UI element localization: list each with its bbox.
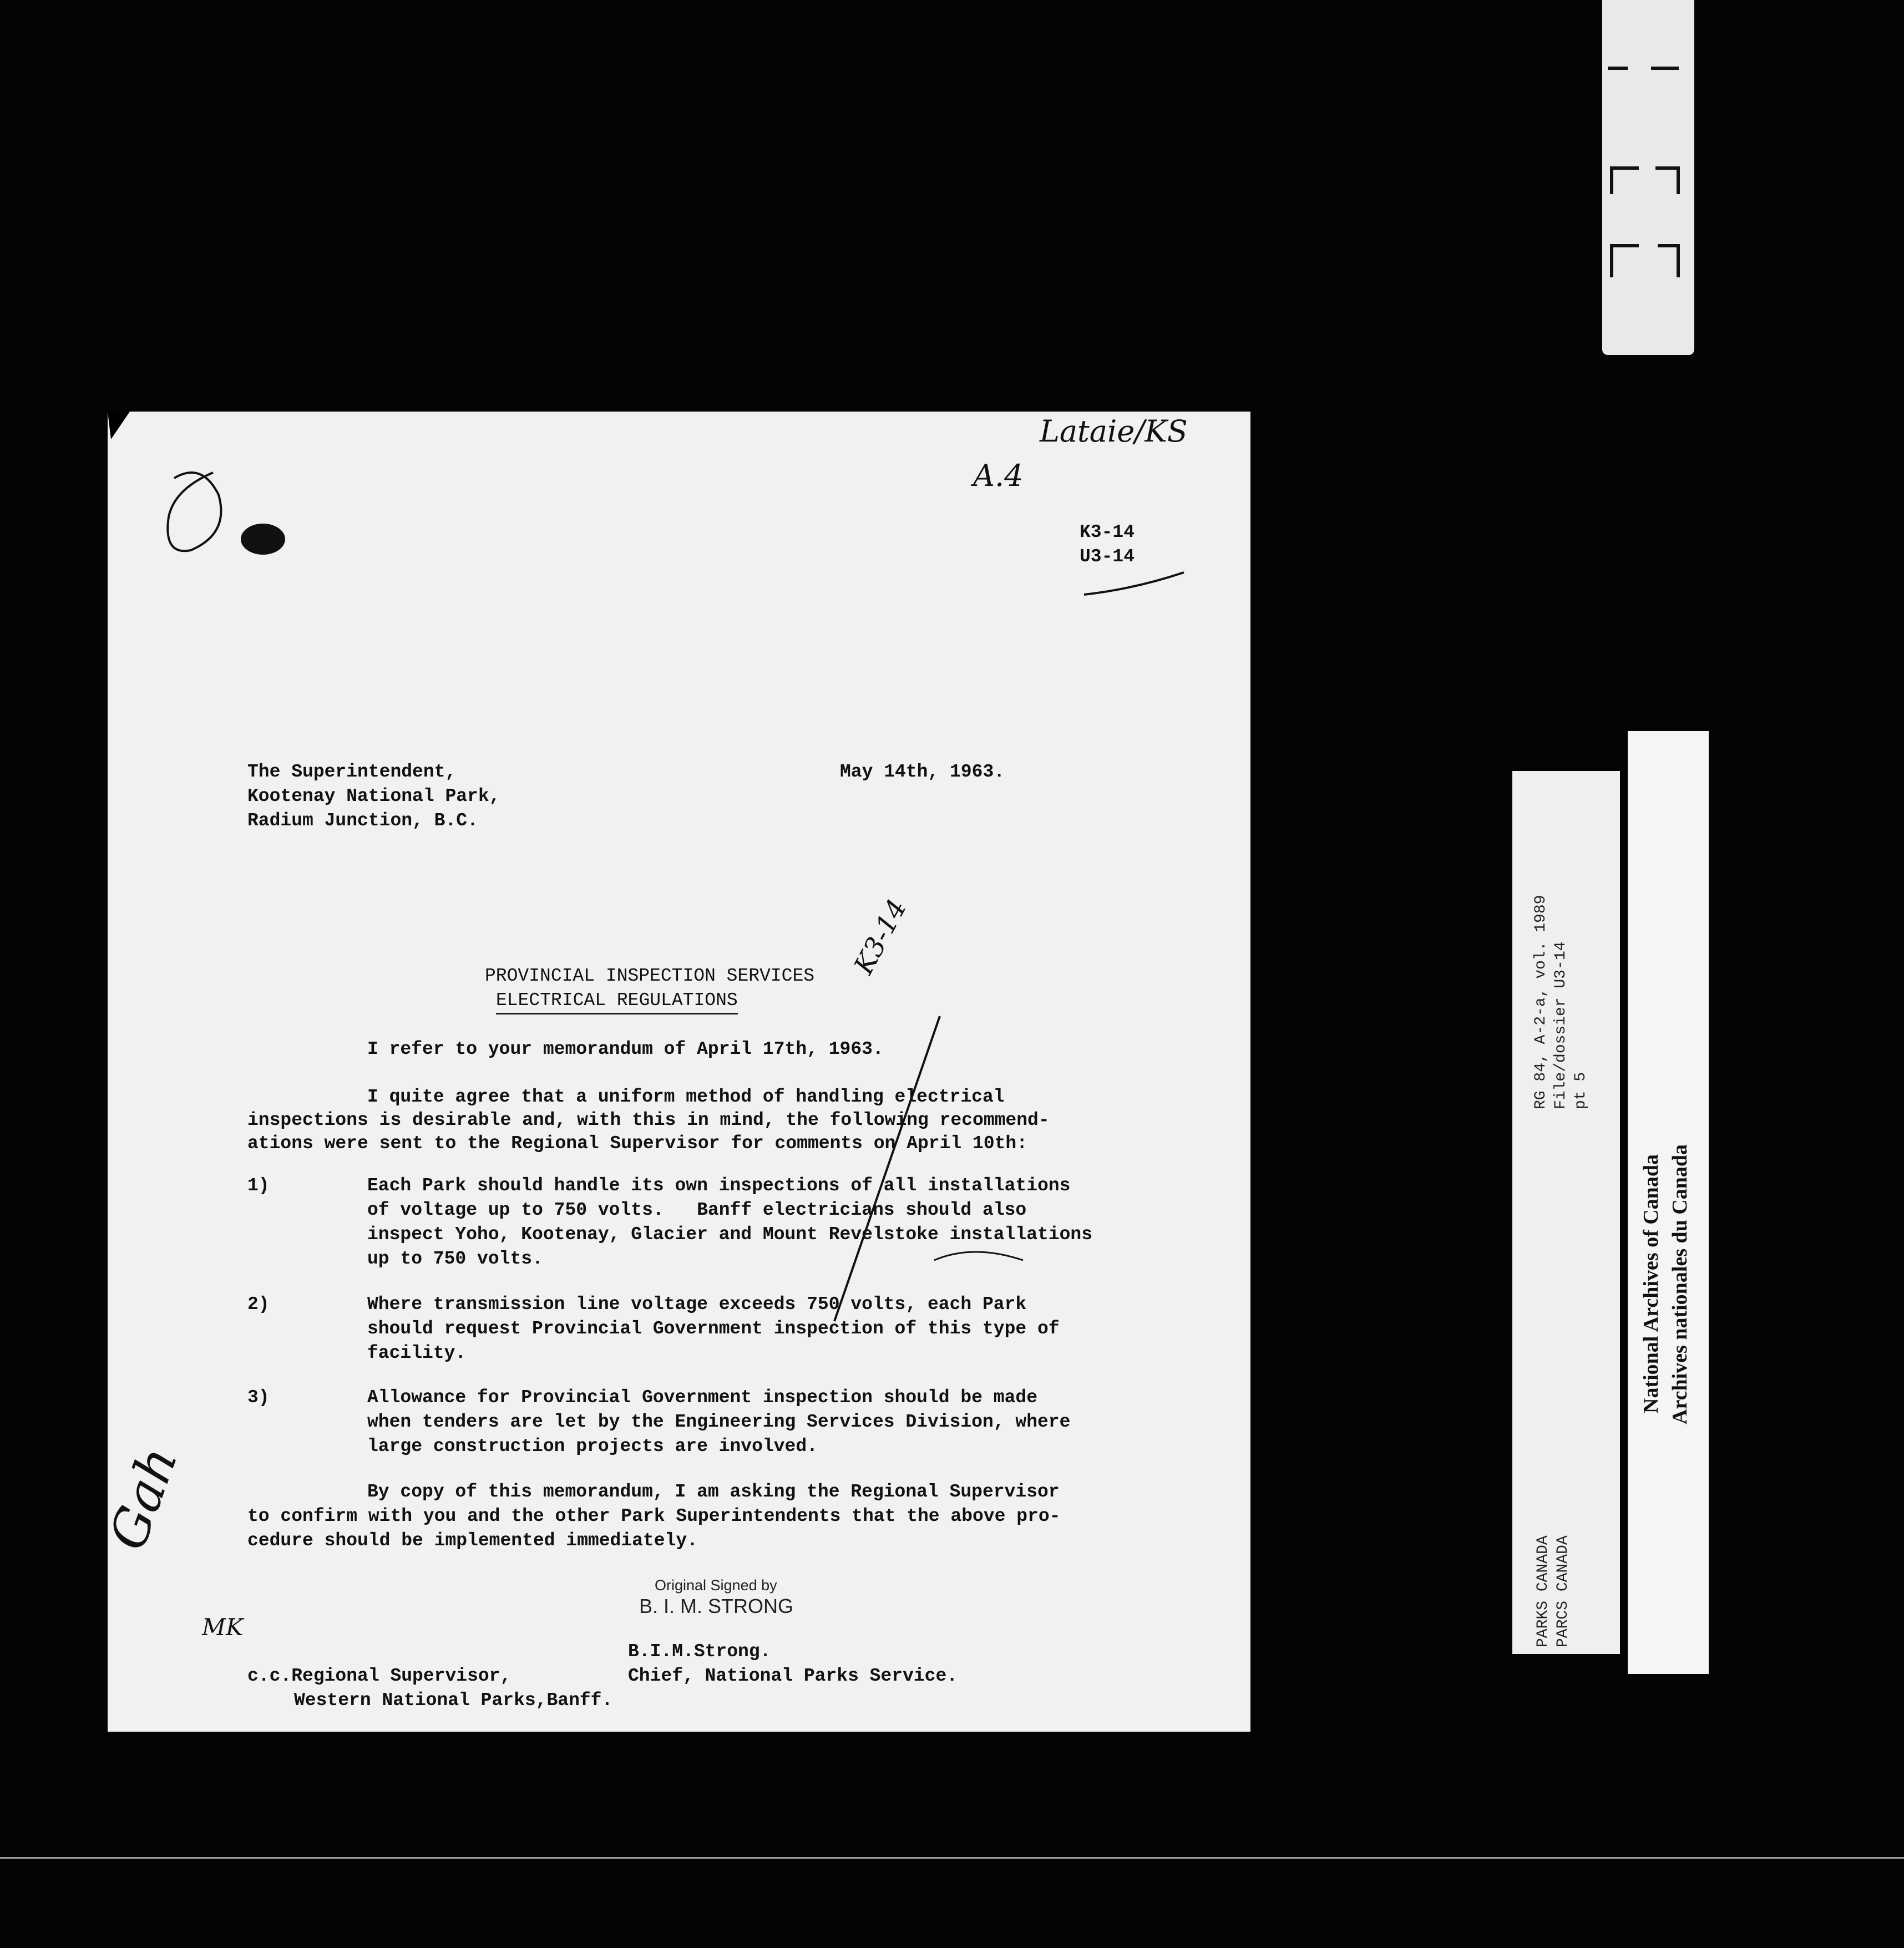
letter-date: May 14th, 1963.: [840, 762, 1005, 782]
cc-line: c.c.Regional Supervisor,: [247, 1666, 512, 1686]
marker-dash: [1610, 244, 1639, 247]
item-line: of voltage up to 750 volts. Banff electricians should also: [367, 1200, 1027, 1220]
file-ref: U3-14: [1080, 546, 1135, 567]
handwritten-subject-ref: K3-14: [848, 894, 913, 980]
paragraph-line: inspections is desirable and, with this in mind, the following recommend-: [247, 1110, 1050, 1130]
marker-dash: [1610, 244, 1613, 277]
letter-page: [97, 412, 1250, 1732]
item-line: inspect Yoho, Kootenay, Glacier and Mount Revelstoke installations: [367, 1224, 1093, 1245]
paragraph: I refer to your memorandum of April 17th, 1963.: [367, 1039, 884, 1059]
item-line: large construction projects are involved.: [367, 1436, 818, 1457]
parks-canada-line: PARCS CANADA: [1554, 1535, 1572, 1647]
item-line: when tenders are let by the Engineering Services Division, where: [367, 1412, 1071, 1432]
marker-dash: [1610, 166, 1613, 194]
archives-name-en: National Archives of Canada: [1639, 1154, 1663, 1413]
item-line: facility.: [367, 1343, 467, 1363]
item-line: Allowance for Provincial Government inspection should be made: [367, 1387, 1037, 1408]
signatory-title: Chief, National Parks Service.: [628, 1666, 958, 1686]
item-number: 1): [247, 1175, 270, 1196]
signature-stamp: Original Signed by: [655, 1577, 777, 1594]
handwritten-initials: Gah: [97, 1439, 189, 1558]
marker-dash: [1608, 67, 1628, 70]
archives-name-fr: Archives nationales du Canada: [1668, 1144, 1692, 1424]
item-line: should request Provincial Government inspection of this type of: [367, 1318, 1060, 1339]
item-line: Where transmission line voltage exceeds 750 volts, each Park: [367, 1294, 1027, 1315]
item-line: Each Park should handle its own inspections of all installations: [367, 1175, 1071, 1196]
archive-ref-line: File/dossier U3-14: [1552, 941, 1569, 1109]
file-ref: K3-14: [1080, 522, 1135, 542]
handwritten-a4: A.4: [973, 458, 1024, 493]
frame-marker-strip: [1602, 0, 1694, 355]
paragraph-line: to confirm with you and the other Park Superintendents that the above pro-: [247, 1506, 1061, 1526]
item-number: 2): [247, 1294, 270, 1315]
national-archives-label: [1628, 731, 1709, 1674]
frame-bottom-rule: [0, 1857, 1904, 1859]
archive-reference-label: [1512, 771, 1620, 1654]
marker-dash: [1610, 166, 1639, 170]
marker-dash: [1677, 244, 1680, 277]
addressee-line: Radium Junction, B.C.: [247, 810, 478, 831]
cc-line: Western National Parks,Banff.: [294, 1690, 613, 1711]
handwritten-initials-top: Lataie/KS: [1040, 414, 1188, 449]
addressee-line: The Superintendent,: [247, 762, 457, 782]
paragraph-line: ations were sent to the Regional Supervisor for comments on April 10th:: [247, 1133, 1028, 1154]
subject-line: ELECTRICAL REGULATIONS: [496, 988, 738, 1014]
archive-ref-line: pt 5: [1572, 1072, 1589, 1109]
archive-ref-line: RG 84, A-2-a, vol. 1989: [1532, 895, 1549, 1109]
signatory-name: B.I.M.Strong.: [628, 1641, 771, 1662]
handwritten-initials: MK: [202, 1614, 244, 1641]
signature-stamp: B. I. M. STRONG: [639, 1595, 794, 1617]
parks-canada-line: PARKS CANADA: [1535, 1535, 1552, 1647]
marker-dash: [1651, 67, 1679, 70]
paragraph-line: I quite agree that a uniform method of handling electrical: [367, 1087, 1005, 1107]
paragraph-line: cedure should be implemented immediately.: [247, 1530, 698, 1551]
item-number: 3): [247, 1387, 270, 1408]
item-line: up to 750 volts.: [367, 1249, 543, 1269]
subject-line: PROVINCIAL INSPECTION SERVICES: [485, 966, 815, 986]
addressee-line: Kootenay National Park,: [247, 786, 500, 806]
paragraph-line: By copy of this memorandum, I am asking the Regional Supervisor: [367, 1482, 1060, 1502]
marker-dash: [1677, 166, 1680, 194]
